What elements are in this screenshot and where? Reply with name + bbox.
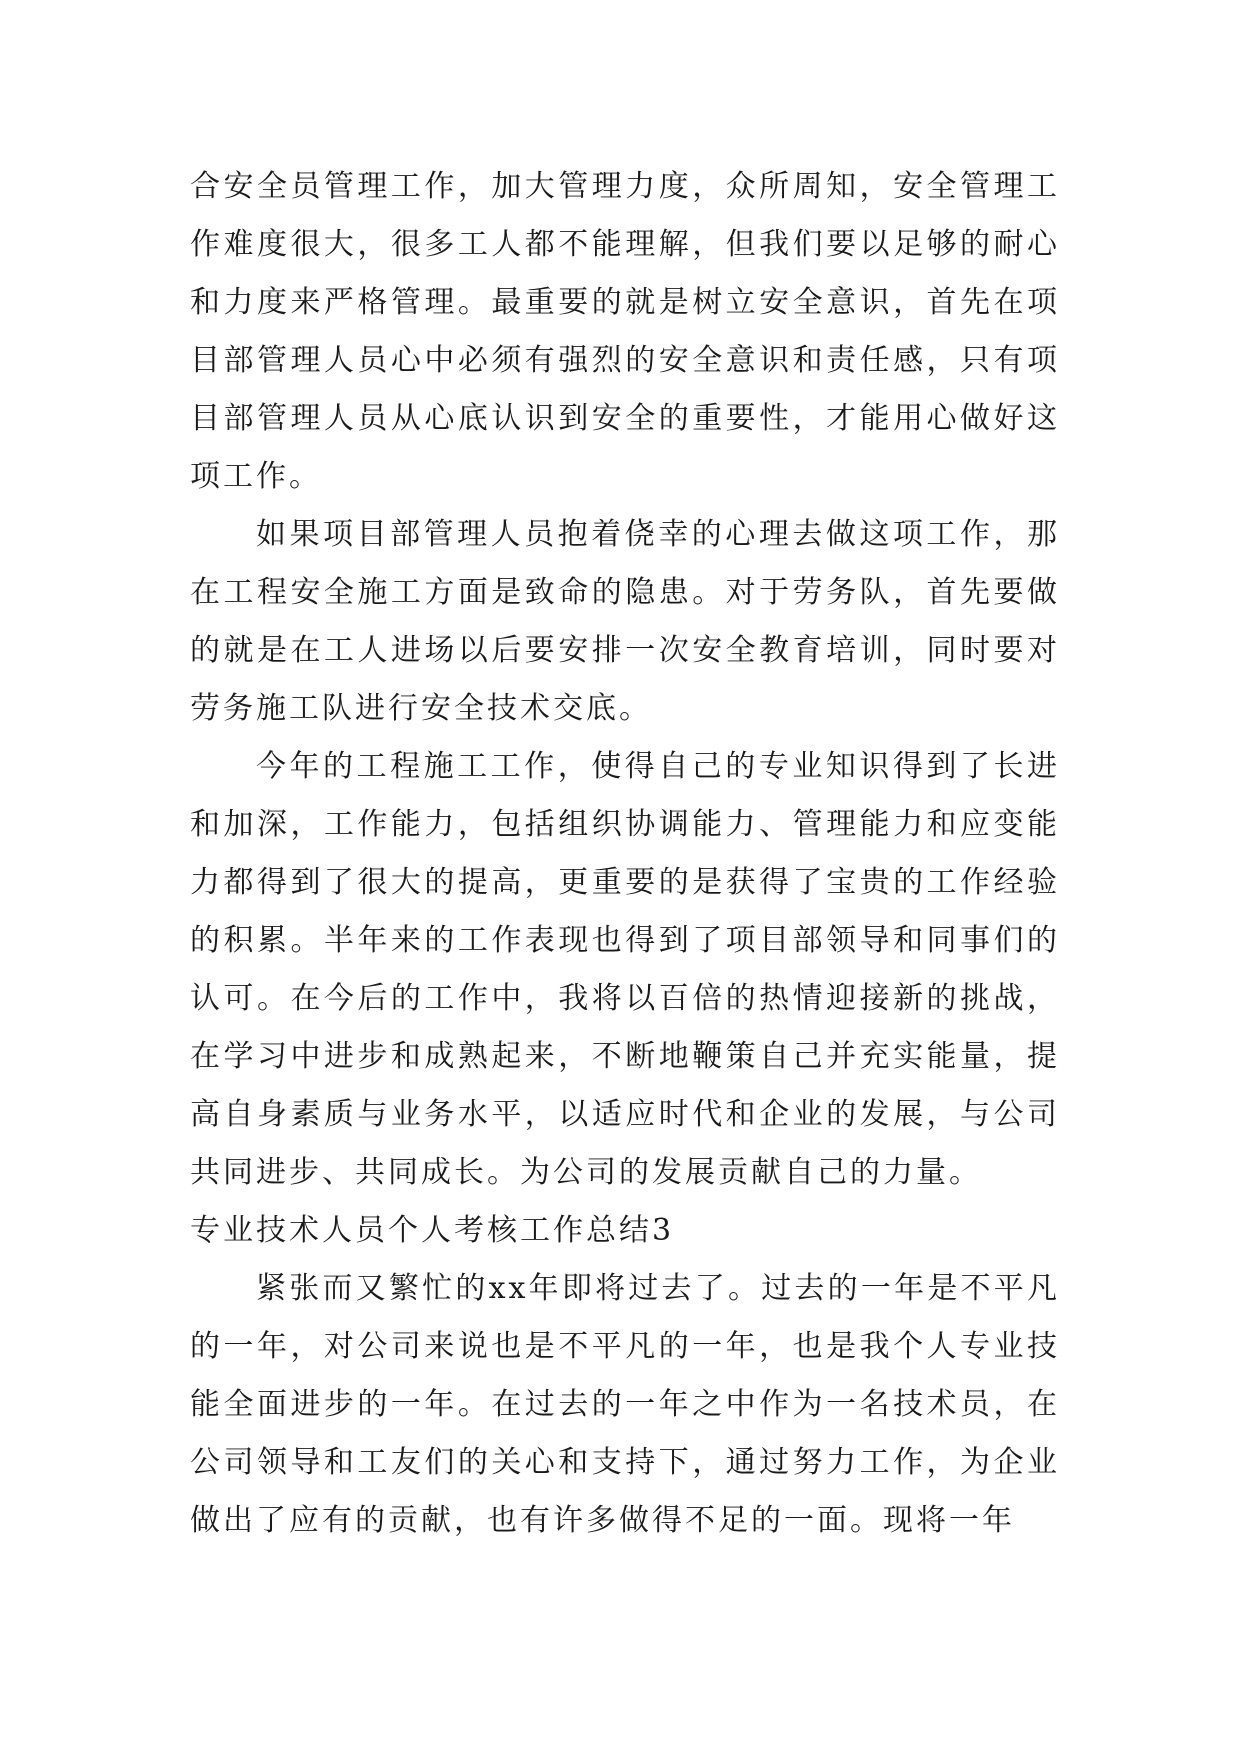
document-body	[190, 158, 1060, 1550]
section-title: 专业技术人员个人考核工作总结3	[190, 1213, 675, 1248]
paragraph-continued: 合安全员管理工作，加大管理力度，众所周知，安全管理工作难度很大，很多工人都不能理解，但我们要以足够的耐心和力度来严格管理。最重要的就是树立安全意识，首先在项目部管理人员心中必须有强烈的安全意识和责任感，只有项目部管理人员从心底认识到安全的重要性，才能用心做好这项工作。	[190, 169, 1060, 494]
paragraph: 如果项目部管理人员抱着侥幸的心理去做这项工作，那在工程安全施工方面是致命的隐患。对于劳务队，首先要做的就是在工人进场以后要安排一次安全教育培训，同时要对劳务施工队进行安全技术交底。	[190, 517, 1060, 726]
paragraph: 紧张而又繁忙的xx年即将过去了。过去的一年是不平凡的一年，对公司来说也是不平凡的一年，也是我个人专业技能全面进步的一年。在过去的一年之中作为一名技术员，在公司领导和工友们的关心和支持下，通过努力工作，为企业做出了应有的贡献，也有许多做得不足的一面。现将一年	[190, 1271, 1060, 1538]
paragraph: 今年的工程施工工作，使得自己的专业知识得到了长进和加深，工作能力，包括组织协调能力、管理能力和应变能力都得到了很大的提高，更重要的是获得了宝贵的工作经验的积累。半年来的工作表现也得到了项目部领导和同事们的认可。在今后的工作中，我将以百倍的热情迎接新的挑战，在学习中进步和成熟起来，不断地鞭策自己并充实能量，提高自身素质与业务水平，以适应时代和企业的发展，与公司共同进步、共同成长。为公司的发展贡献自己的力量。	[190, 749, 1060, 1190]
